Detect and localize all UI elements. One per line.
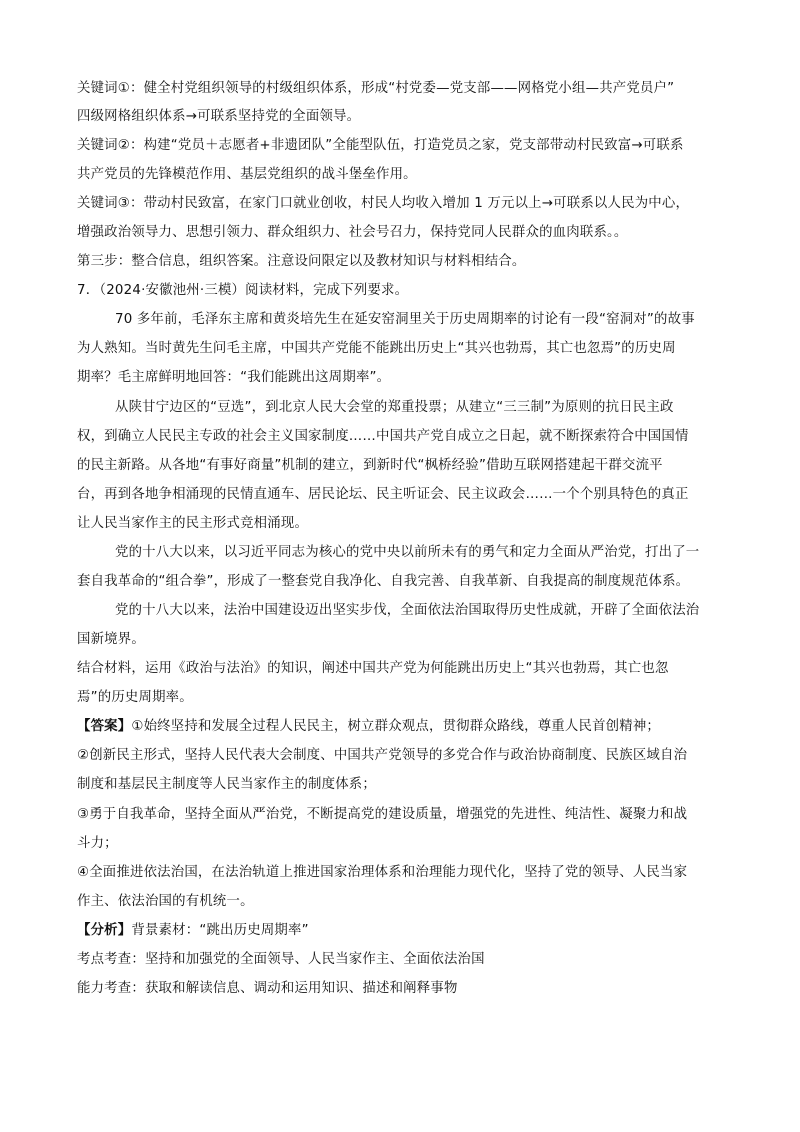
- answer-item-2-line-1: ②创新民主形式，坚持人民代表大会制度、中国共产党领导的多党合作与政治协商制度、民族区域自治: [77, 748, 688, 763]
- answer-item-4-line-1: ④全面推进依法治国，在法治轨道上推进国家治理体系和治理能力现代化，坚持了党的领导、人民当家: [77, 865, 688, 880]
- task-line-1: 结合材料，运用《政治与法治》的知识，阐述中国共产党为何能跳出历史上“其兴也勃焉，其亡也忽: [77, 661, 669, 676]
- keyword-2-line-2: 共产党员的先锋模范作用、基层党组织的战斗堡垒作用。: [77, 167, 417, 182]
- material-paragraph-2-line-5: 让人民当家作主的民主形式竞相涌现。: [77, 516, 309, 531]
- material-paragraph-4-line-2: 国新境界。: [77, 632, 145, 647]
- step-3-line: 第三步：整合信息，组织答案。注意设问限定以及教材知识与材料相结合。: [77, 254, 526, 269]
- keyword-3-line-1: 关键词③：带动村民致富，在家门口就业创收，村民人均收入增加 1 万元以上→可联系以人民为中心，: [77, 196, 690, 211]
- material-paragraph-3-line-1: 党的十八大以来，以习近平同志为核心的党中央以前所未有的勇气和定力全面从严治党，打出了一: [115, 545, 700, 560]
- answer-item-4-line-2: 作主、依法治国的有机统一。: [77, 894, 254, 909]
- question-7-header: 7．（2024·安徽池州·三模）阅读材料，完成下列要求。: [77, 283, 409, 298]
- keyword-1-line-2: 四级网格组织体系→可联系坚持党的全面领导。: [77, 109, 361, 124]
- analysis-points: 考点考查：坚持和加强党的全面领导、人民当家作主、全面依法治国: [77, 952, 485, 967]
- analysis-label: 【分析】: [77, 923, 132, 938]
- analysis-background: [77, 922, 309, 940]
- material-paragraph-2-line-2: 权，到确立人民民主专政的社会主义国家制度……中国共产党自成立之日起，就不断探索符合中国国情: [77, 429, 689, 444]
- material-paragraph-2-line-3: 的民主新路。从各地“有事好商量”机制的建立，到新时代“枫桥经验”借助互联网搭建起干群交流平: [77, 458, 663, 473]
- material-paragraph-1-line-2: 为人熟知。当时黄先生问毛主席，中国共产党能不能跳出历史上“其兴也勃焉，其亡也忽焉”的历史周: [77, 341, 676, 356]
- material-paragraph-3-line-2: 套自我革命的“组合拳”，形成了一整套党自我净化、自我完善、自我革新、自我提高的制度规范体系。: [77, 574, 690, 589]
- material-paragraph-4-line-1: 党的十八大以来，法治中国建设迈出坚实步伐，全面依法治国取得历史性成就，开辟了全面依法治: [115, 603, 700, 618]
- analysis-background-text: 背景素材：“跳出历史周期率”: [131, 923, 309, 938]
- keyword-2-line-1: 关键词②：构建“党员＋志愿者+非遗团队”全能型队伍，打造党员之家，党支部带动村民致富→可联系: [77, 138, 684, 153]
- keyword-1-line-1: 关键词①：健全村党组织领导的村级组织体系，形成“村党委—党支部——网格党小组—共产党员户”: [77, 81, 675, 96]
- material-paragraph-2-line-1: 从陕甘宁边区的“豆选”，到北京人民大会堂的郑重投票；从建立“三三制”为原则的抗日民主政: [115, 400, 674, 415]
- material-paragraph-1-line-3: 期率？毛主席鲜明地回答：“我们能跳出这周期率”。: [77, 370, 391, 385]
- answer-item-2-line-2: 制度和基层民主制度等人民当家作主的制度体系；: [77, 777, 376, 792]
- answer-label: 【答案】: [77, 719, 132, 734]
- keyword-3-line-2: 增强政治领导力、思想引领力、群众组织力、社会号召力，保持党同人民群众的血肉联系。。: [77, 225, 628, 240]
- answer-item-1-text: ①始终坚持和发展全过程人民民主，树立群众观点，贯彻群众路线，尊重人民首创精神；: [131, 719, 661, 734]
- material-paragraph-1-line-1: 70 多年前，毛泽东主席和黄炎培先生在延安窑洞里关于历史周期率的讨论有一段“窑洞对”的故事: [115, 312, 695, 327]
- answer-item-3-line-2: 斗力；: [77, 836, 118, 851]
- material-paragraph-2-line-4: 台，再到各地争相涌现的民情直通车、居民论坛、民主听证会、民主议政会……一个个别具特色的真正: [77, 487, 689, 502]
- answer-item-1: [77, 718, 660, 736]
- task-line-2: 焉”的历史周期率。: [77, 690, 193, 705]
- answer-item-3-line-1: ③勇于自我革命，坚持全面从严治党，不断提高党的建设质量，增强党的先进性、纯洁性、凝聚力和战: [77, 807, 688, 822]
- analysis-ability: 能力考查：获取和解读信息、调动和运用知识、描述和阐释事物: [77, 981, 458, 996]
